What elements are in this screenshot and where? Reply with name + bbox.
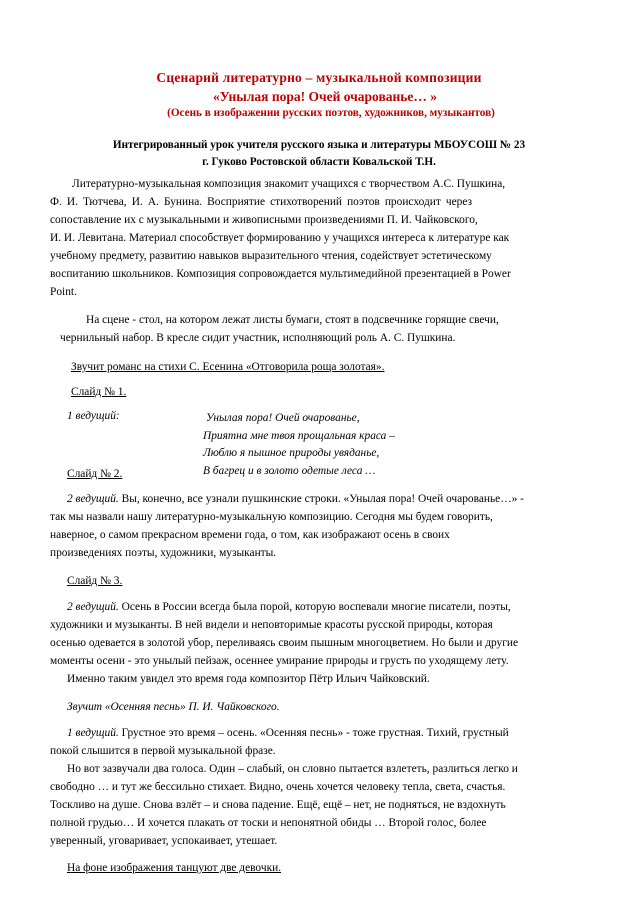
scene-line-1: На сцене - стол, на котором лежат листы бумаги, стоят в подсвечнике горящие свечи, bbox=[86, 314, 499, 326]
host-2-speaker: 2 ведущий. bbox=[67, 493, 119, 505]
host-1b-paragraph-line-6: полной грудью… И хочется плакать от тоски и непонятной обиды … Второй голос, более bbox=[50, 817, 487, 829]
document-title-line-2: «Унылая пора! Очей очарованье… » bbox=[212, 89, 438, 104]
intro-line-2: Ф. И. Тютчева, И. А. Бунина. Восприятие стихотворений поэтов происходит через bbox=[50, 196, 473, 208]
intro-line-4: И. И. Левитана. Материал способствует формированию у учащихся интереса к литературе как bbox=[50, 232, 510, 244]
intro-line-3: сопоставление их с музыкальными и живописными произведениями П. И. Чайковского, bbox=[50, 214, 478, 226]
host-1b-paragraph-line-4: свободно … и тут же бессильно стихает. Видно, очень хочется человеку тепла, света, счастья. bbox=[50, 781, 506, 793]
host-2b-speaker: 2 ведущий. bbox=[67, 601, 119, 613]
author-line-2: г. Гуково Ростовской области Ковальской Т.Н. bbox=[202, 156, 436, 168]
host-2b-paragraph-line-5: Именно таким увидел это время года композитор Пётр Ильич Чайковский. bbox=[67, 673, 430, 685]
intro-line-5: учебному предмету, развитию навыков выразительного чтения, содействует эстетическому bbox=[50, 250, 492, 262]
host-2-paragraph-line-2: так мы назвали нашу литературно-музыкальную композицию. Сегодня мы будем говорить, bbox=[50, 511, 493, 523]
host-1b-paragraph-line-5: Тоскливо на душе. Снова взлёт – и снова падение. Ещё, ещё – нет, не подняться, не вздохнуть bbox=[50, 799, 506, 811]
host-2b-paragraph-line-3: осенью одевается в золотой убор, переливаясь своим пышным многоцветием. Но были и другие bbox=[50, 637, 519, 649]
slide-2-label: Слайд № 2. bbox=[67, 468, 123, 480]
pushkin-poem bbox=[203, 410, 395, 480]
poem-line: Унылая пора! Очей очарованье, bbox=[206, 412, 360, 424]
poem-line: В багрец и в золото одетые леса … bbox=[203, 464, 376, 477]
document-title-line-3: (Осень в изображении русских поэтов, художников, музыкантов) bbox=[167, 107, 495, 119]
author-line-1: Интегрированный урок учителя русского языка и литературы МБОУСОШ № 23 bbox=[112, 139, 526, 151]
poem-line: Приятна мне твоя прощальная краса – bbox=[203, 429, 395, 442]
host-2b-text: Осень в России всегда была порой, которую воспевали многие писатели, поэты, bbox=[118, 601, 511, 613]
scene-line-2: чернильный набор. В кресле сидит участник, исполняющий роль А. С. Пушкина. bbox=[60, 332, 456, 344]
host-1b-speaker: 1 ведущий. bbox=[67, 727, 119, 739]
intro-line-7: Point. bbox=[50, 286, 77, 298]
host-2-paragraph-line-3: наверное, о самом прекрасном времени года, о том, как изображают осень в своих bbox=[50, 529, 450, 541]
music-direction-1: Звучит романс на стихи С. Есенина «Отговорила роща золотая». bbox=[71, 361, 385, 373]
document-title-line-1: Сценарий литературно – музыкальной композиции bbox=[156, 70, 482, 85]
host-2b-paragraph-line-4: моменты осени - это унылый пейзаж, осеннее умирание природы и грусть по уходящему лету. bbox=[50, 655, 509, 667]
intro-line-1: Литературно-музыкальная композиция знакомит учащихся с творчеством А.С. Пушкина, bbox=[72, 178, 506, 190]
host-1b-paragraph-line-1 bbox=[67, 727, 509, 739]
slide-1-label: Слайд № 1. bbox=[71, 386, 127, 398]
dance-direction: На фоне изображения танцуют две девочки. bbox=[67, 862, 282, 874]
host-2-paragraph-line-1 bbox=[67, 493, 524, 505]
music-direction-2: Звучит «Осенняя песнь» П. И. Чайковского. bbox=[67, 701, 280, 713]
host-2b-paragraph-line-1 bbox=[67, 601, 511, 613]
host-2-paragraph-line-4: произведениях поэты, художники, музыканты. bbox=[50, 547, 277, 559]
host-2-text: Вы, конечно, все узнали пушкинские строки. «Унылая пора! Очей очарованье…» - bbox=[118, 493, 524, 505]
intro-line-6: воспитанию школьников. Композиция сопровождается мультимедийной презентацией в Power bbox=[50, 268, 511, 280]
host-1b-text: Грустное это время – осень. «Осенняя песнь» - тоже грустная. Тихий, грустный bbox=[118, 727, 509, 739]
poem-line: Люблю я пышное природы увяданье, bbox=[203, 447, 380, 459]
host-2b-paragraph-line-2: художники и музыканты. В ней видели и неповторимые красоты русской природы, которая bbox=[50, 619, 493, 631]
host-1b-paragraph-line-3: Но вот зазвучали два голоса. Один – слабый, он словно пытается взлететь, разлиться легко и bbox=[67, 763, 518, 775]
host-1-label: 1 ведущий: bbox=[67, 410, 120, 422]
host-1b-paragraph-line-7: уверенный, уговаривает, успокаивает, утешает. bbox=[50, 835, 278, 847]
slide-3-label: Слайд № 3. bbox=[67, 575, 123, 587]
host-1b-paragraph-line-2: покой слышится в первой музыкальной фразе. bbox=[50, 745, 276, 757]
